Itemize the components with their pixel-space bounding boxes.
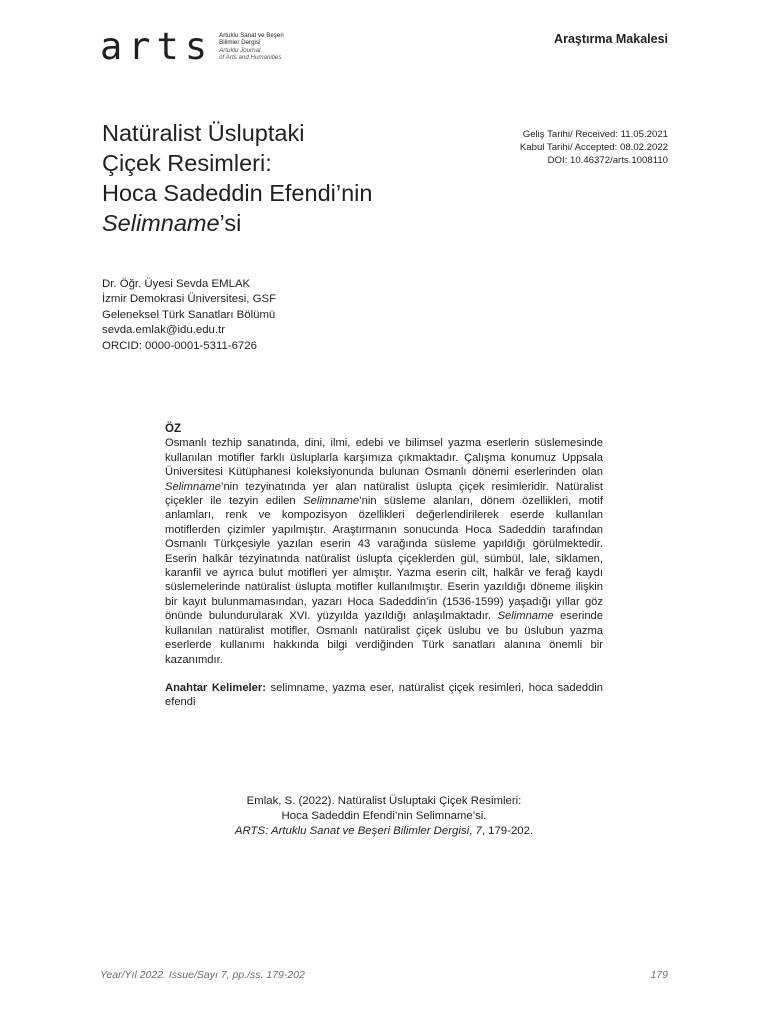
logo-sub-line: Bilimler Dergisi bbox=[219, 39, 261, 47]
citation-pages: , 179-202. bbox=[481, 825, 534, 838]
logo-subtitle bbox=[219, 32, 284, 61]
citation-sep: , bbox=[469, 825, 476, 838]
abstract-text: ’nin tezyinatında yer alan natüralist üslupta çiçek resimleridir. Natüralist çiçekler ile tezyin edilen bbox=[165, 480, 603, 508]
abstract-italic: Selimname bbox=[303, 495, 360, 508]
article-dates bbox=[520, 128, 668, 167]
author-email[interactable]: sevda.emlak@idu.edu.tr bbox=[102, 324, 225, 337]
author-department: Geleneksel Türk Sanatları Bölümü bbox=[102, 308, 276, 321]
abstract-italic: Selimname bbox=[165, 480, 221, 493]
doi[interactable]: DOI: 10.46372/arts.1008110 bbox=[547, 155, 668, 166]
logo-sub-line: Artuklu Journal bbox=[219, 46, 261, 54]
received-date: Geliş Tarihi/ Received: 11.05.2021 bbox=[522, 129, 668, 140]
author-orcid[interactable]: ORCID: 0000-0001-5311-6726 bbox=[102, 339, 257, 352]
citation-line: Hoca Sadeddin Efendi’nin Selimname’si. bbox=[281, 810, 487, 823]
logo-sub-line: Artuklu Sanat ve Beşeri bbox=[219, 32, 284, 40]
title-line: Hoca Sadeddin Efendi’nin bbox=[102, 180, 373, 206]
abstract-section bbox=[165, 422, 603, 710]
citation-line: Emlak, S. (2022). Natüralist Üsluptaki Çiçek Resimleri: bbox=[246, 795, 522, 807]
abstract-body bbox=[165, 436, 603, 667]
keywords bbox=[165, 681, 603, 710]
logo-wordmark: arts bbox=[100, 25, 214, 68]
journal-logo bbox=[100, 25, 284, 68]
title-line bbox=[102, 208, 462, 238]
author-name: Dr. Öğr. Üyesi Sevda EMLAK bbox=[102, 278, 251, 290]
title-italic: Selimname bbox=[102, 210, 220, 236]
keywords-list: selimname, yazma eser, natüralist çiçek resimleri, hoca sadeddin efendi bbox=[165, 681, 603, 709]
citation-volume: 7 bbox=[475, 825, 482, 838]
citation-journal: ARTS: Artuklu Sanat ve Beşeri Bilimler Dergisi bbox=[234, 825, 470, 838]
author-info bbox=[102, 277, 276, 354]
abstract-text: Osmanlı tezhip sanatında, dini, ilmi, edebi ve bilimsel yazma eserlerin süslemesinde kullanılan motifler farklı üsluplarla karşımıza çıkmaktadır. Çalışma konumuz Uppsala Üniversitesi Kütüphanesi koleksiyonunda bulunan Osmanlı dönemi eserlerinden olan bbox=[165, 437, 603, 479]
abstract-text: ’nin süsleme alanları, dönem özellikleri, motif anlamları, renk ve kompozisyon özellikleri değerlendirilerek eserde kullanılan motiflerden çizimler yapılmıştır. Araştırmanın sonucunda Hoca Sadeddin tarafından Osmanlı Türkçesiyle yazılan eserin 43 varağında süsleme yapıldığı görülmektedir. Eserin halkâr tezyinatında natüralist üslupta çiçeklerden gül, sümbül, lale, siklamen, karanfil ve ayrıca bulut motifleri yer almıştır. Yazma eserin cilt, halkâr ve ferağ kaydı süslemelerinde natüralist üslupta motifler kullanılmıştır. Eserin yazıldığı döneme ilişkin bir kayıt bulunmamasından, yazarı Hoca Sadeddin’in (1536-1599) yaşadığı yıllar göz önünde bulundurularak XVI. yüzyılda yazıldığı anlaşılmaktadır. bbox=[165, 495, 603, 623]
abstract-heading: ÖZ bbox=[165, 423, 181, 435]
page-number: 179 bbox=[650, 969, 668, 981]
footer-issue-info: Year/Yıl 2022. Issue/Sayı 7, pp./ss. 179-202 bbox=[100, 969, 305, 981]
abstract-italic: Selimname bbox=[497, 610, 554, 623]
title-line: Natüralist Üsluptaki bbox=[102, 120, 305, 146]
keywords-label: Anahtar Kelimeler: bbox=[165, 681, 266, 694]
accepted-date: Kabul Tarihi/ Accepted: 08.02.2022 bbox=[519, 142, 668, 153]
article-title bbox=[102, 118, 462, 238]
citation-line bbox=[165, 824, 603, 839]
logo-sub-line: of Arts and Humanities bbox=[219, 53, 282, 61]
title-suffix: ’si bbox=[219, 210, 242, 236]
author-affiliation: İzmir Demokrasi Üniversitesi, GSF bbox=[102, 293, 277, 306]
citation-block bbox=[165, 794, 603, 840]
abstract-text: eserinde kullanılan natüralist motifler, Osmanlı natüralist çiçek üslubu ve bu üslubun yazma eserlerde kullanımı hakkında bilgi verdiğinden Türk sanatları alanına önemli bir kazanımdır. bbox=[165, 610, 603, 666]
title-line: Çiçek Resimleri: bbox=[102, 150, 272, 176]
article-type-label: Araştırma Makalesi bbox=[554, 32, 668, 46]
